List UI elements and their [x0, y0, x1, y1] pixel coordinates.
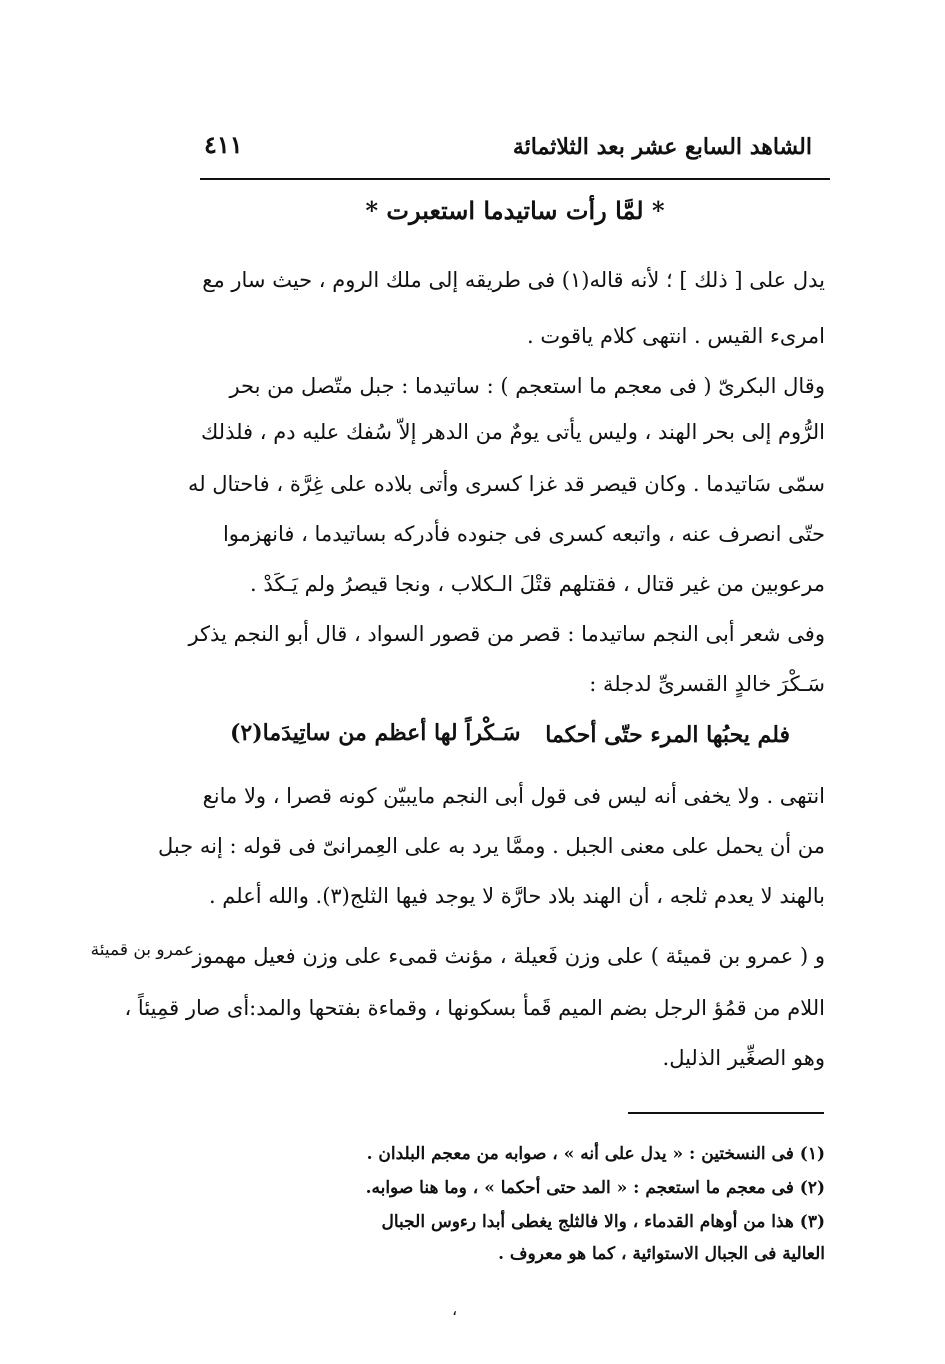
text-line: انتهى . ولا يخفى أنه ليس فى قول أبى النجم مايبيّن كونه قصرا ، ولا مانع	[202, 784, 825, 808]
footnote-divider	[628, 1112, 824, 1114]
bottom-mark: ،	[452, 1300, 458, 1319]
text-line: يدل على [ ذلك ] ؛ لأنه قاله(١) فى طريقه إلى ملك الروم ، حيث سار مع	[202, 268, 825, 292]
entry-line: و ( عمرو بن قميئة ) على وزن فَعيلة ، مؤنث قمىء على وزن فعيل مهموز	[192, 944, 825, 968]
text-line: الرُّوم إلى بحر الهند ، وليس يأتى يومٌ من الدهر إلاّ سُفك عليه دم ، فلذلك	[200, 420, 825, 444]
text-line: بالهند لا يعدم ثلجه ، أن الهند بلاد حارَّة لا يوجد فيها الثلج(٣). والله أعلم .	[208, 884, 825, 908]
text-line: سَـكْرَ خالدٍ القسرىِّ لدجلة :	[589, 672, 825, 696]
verse-second-hemistich: سَـكْراً لها أعظم من ساتِيدَما(٢)	[230, 720, 521, 746]
section-heading: * لمَّا رأت ساتيدما استعبرت *	[365, 196, 665, 225]
entry-line: اللام من قمُؤ الرجل بضم الميم قَمأ بسكونها ، وقماءة بفتحها والمد:أى صار قمِيئاً ،	[124, 996, 825, 1020]
text-line: سمّى سَاتيدما . وكان قيصر قد غزا كسرى وأتى بلاده على غِرَّة ، فاحتال له	[187, 472, 825, 496]
poetry-verse	[230, 716, 790, 772]
page-header	[200, 128, 830, 180]
text-line: وقال البكرىّ ( فى معجم ما استعجم ) : ساتيدما : جبل متّصل من بحر	[229, 374, 825, 398]
page-number: ٤١١	[204, 130, 243, 159]
margin-note: عمرو بن قميئة	[90, 940, 194, 960]
text-line: وفى شعر أبى النجم ساتيدما : قصر من قصور السواد ، قال أبو النجم يذكر	[188, 622, 825, 646]
footnote: العالية فى الجبال الاستوائية ، كما هو معروف .	[498, 1244, 825, 1264]
running-title: الشاهد السابع عشر بعد الثلاثمائة	[512, 134, 812, 160]
footnote: (١) فى النسختين : « يدل على أنه » ، صوابه من معجم البلدان .	[366, 1144, 825, 1164]
entry-line: وهو الصغِّير الذليل.	[662, 1046, 825, 1070]
text-line: حتّى انصرف عنه ، واتبعه كسرى فى جنوده فأدركه بساتيدما ، فانهزموا	[222, 522, 825, 546]
text-line: مرعوبين من غير قتال ، فقتلهم قتْلَ الـكلاب ، ونجا قيصرُ ولم يَـكَدْ .	[250, 572, 825, 596]
verse-first-hemistich: فلم يحبُها المرء حتّى أحكما	[545, 722, 790, 748]
text-line: من أن يحمل على معنى الجبل . وممَّا يرد به على العِمرانىّ فى قوله : إنه جبل	[157, 834, 825, 858]
text-line: امرىء القيس . انتهى كلام ياقوت .	[527, 324, 825, 348]
footnote: (٢) فى معجم ما استعجم : « المد حتى أحكما » ، وما هنا صوابه.	[365, 1178, 825, 1198]
footnote: (٣) هذا من أوهام القدماء ، والا فالثلج يغطى أبدا رءوس الجبال	[381, 1212, 825, 1232]
